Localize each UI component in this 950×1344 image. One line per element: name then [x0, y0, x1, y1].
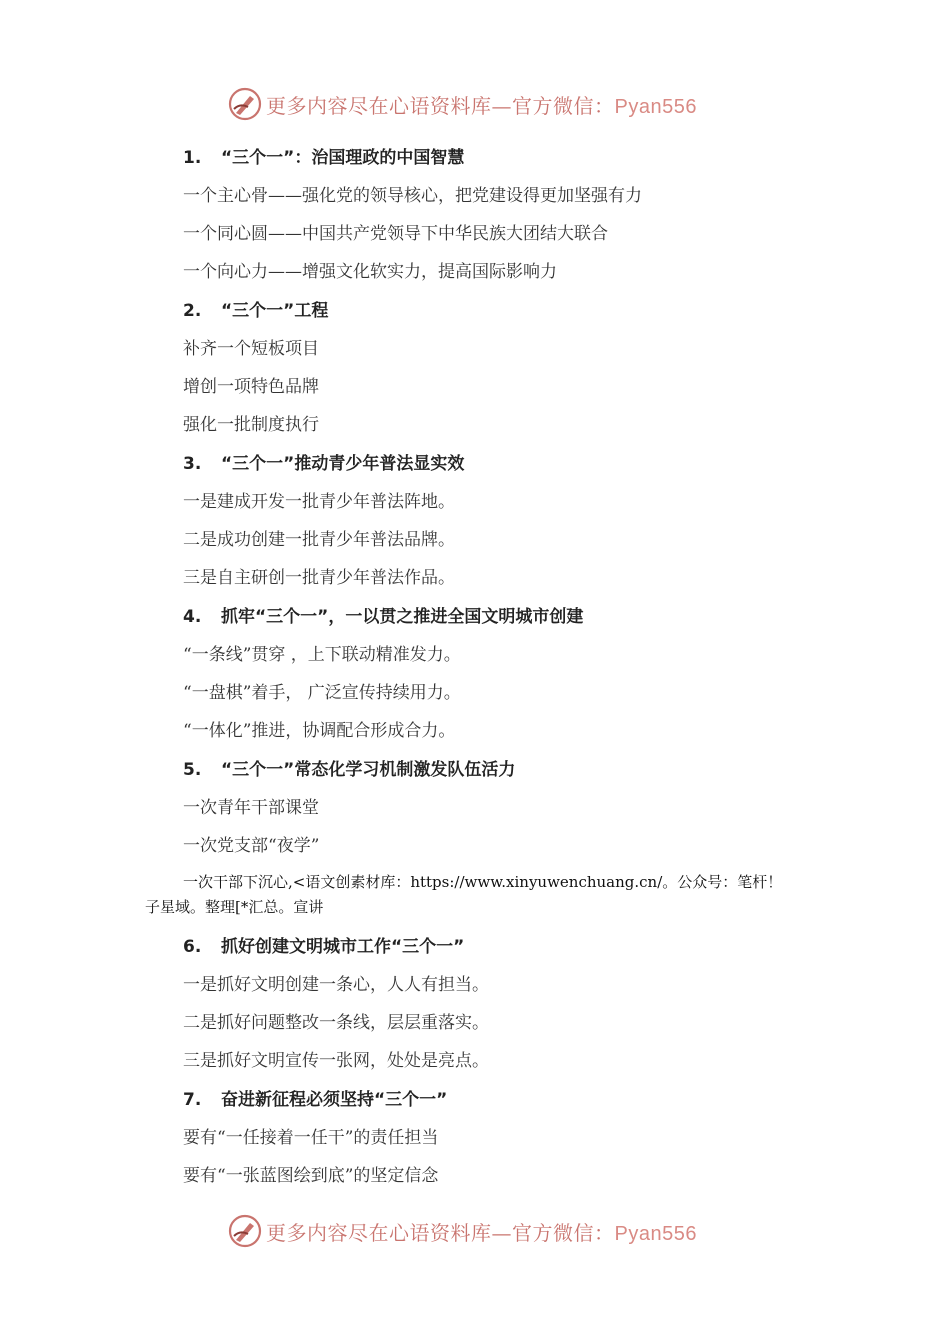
footer-banner: [0, 1211, 950, 1251]
section-heading: 1. “三个一”：治国理政的中国智慧: [183, 148, 465, 168]
list-item: 一个主心骨——强化党的领导核心，把党建设得更加坚强有力: [183, 186, 642, 206]
list-item: “一体化”推进，协调配合形成合力。: [183, 721, 456, 741]
list-item: 一次党支部“夜学”: [183, 836, 320, 856]
list-item: 一次青年干部课堂: [183, 798, 319, 818]
section-heading: 6. 抓好创建文明城市工作“三个一”: [183, 937, 465, 957]
list-item: 一个向心力——增强文化软实力，提高国际影响力: [183, 262, 557, 282]
list-item: 二是抓好问题整改一条线，层层重落实。: [183, 1013, 489, 1033]
list-item: “一条线”贯穿 ，上下联动精准发力。: [183, 645, 461, 665]
section-heading: 7. 奋进新征程必须坚持“三个一”: [183, 1090, 448, 1110]
list-item: 一是建成开发一批青少年普法阵地。: [183, 492, 455, 512]
section-heading: 4. 抓牢“三个一”，一以贯之推进全国文明城市创建: [183, 607, 584, 627]
header-banner: [0, 84, 950, 124]
pen-logo-icon: [228, 87, 262, 121]
list-item: 一是抓好文明创建一条心，人人有担当。: [183, 975, 489, 995]
source-note-line: 子星域。整理[*汇总。宣讲: [145, 898, 324, 916]
banner-text: 更多内容尽在心语资料库—官方微信：Pyan556: [266, 93, 697, 118]
banner-text: 更多内容尽在心语资料库—官方微信：Pyan556: [266, 1220, 697, 1245]
list-item: 要有“一任接着一任干”的责任担当: [183, 1128, 439, 1148]
list-item: 三是抓好文明宣传一张网，处处是亮点。: [183, 1051, 489, 1071]
list-item: 补齐一个短板项目: [183, 339, 319, 359]
list-item: 一个同心圆——中国共产党领导下中华民族大团结大联合: [183, 224, 608, 244]
section-heading: 3. “三个一”推动青少年普法显实效: [183, 454, 465, 474]
list-item: 增创一项特色品牌: [183, 377, 319, 397]
list-item: “一盘棋”着手， 广泛宣传持续用力。: [183, 683, 461, 703]
section-heading: 2. “三个一”工程: [183, 301, 329, 321]
list-item: 要有“一张蓝图绘到底”的坚定信念: [183, 1166, 439, 1186]
list-item: 强化一批制度执行: [183, 415, 319, 435]
list-item: 三是自主研创一批青少年普法作品。: [183, 568, 455, 588]
source-note: [145, 870, 795, 920]
list-item: 二是成功创建一批青少年普法品牌。: [183, 530, 455, 550]
source-note-line: 一次干部下沉心,<语文创素材库：https://www.xinyuwenchuang.cn/。公众号：笔杆！: [183, 873, 783, 891]
pen-logo-icon: [228, 1214, 262, 1248]
section-heading: 5. “三个一”常态化学习机制激发队伍活力: [183, 760, 516, 780]
